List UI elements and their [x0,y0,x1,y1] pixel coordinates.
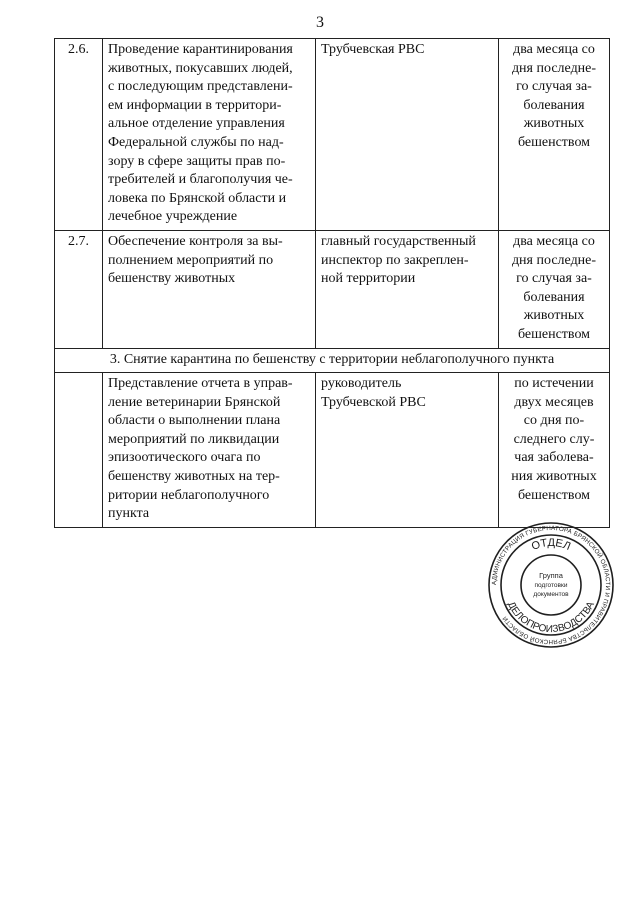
text-line: два месяца со [513,42,595,57]
text-line: полнением мероприятий по [108,252,274,268]
stamp-ring-top-text: ОТДЕЛ [529,536,573,553]
row-number-cell [55,373,103,528]
table-row [55,373,610,528]
text-line: ловека по Брянской области и [108,190,287,206]
text-line: с последующим представлени- [108,79,293,95]
text-line: го случая за- [516,79,592,95]
quarantine-plan-table [54,38,610,528]
text-line: два месяца со [513,233,595,249]
text-line: Представление отчета в управ- [108,376,293,392]
text-line: главный государственный [321,233,476,249]
text-line: пункта [108,506,150,522]
stamp-outer-text: АДМИНИСТРАЦИЯ ГУБЕРНАТОРА БРЯНСКОЙ ОБЛАСТИ И ПРАВИТЕЛЬСТВА БРЯНСКОЙ ОБЛАСТИ [490,524,612,646]
text-line: области о выполнении плана [108,413,281,429]
text-line: двух месяцев [514,394,594,410]
action-cell [103,39,316,231]
text-line: Трубчевской РВС [321,394,426,410]
text-line: чая заболева- [514,450,594,466]
term-cell [499,230,610,348]
text-line: бешенством [517,326,591,342]
text-line: Федеральной службы по над- [108,134,284,150]
responsible-cell [316,39,499,231]
text-line: ем информации в территори- [108,97,282,113]
table-row [55,230,610,348]
section-title: 3. Снятие карантина по бешенству с территории неблагополучного пункта [55,348,610,373]
text-line: следнего слу- [513,431,595,447]
text-line: ния животных [511,469,597,485]
table-row [55,39,610,231]
text-line: животных [523,116,585,132]
text-line: лечебное учреждение [108,209,238,225]
row-number-cell: 2.6. [55,39,103,231]
action-cell [103,373,316,528]
text-line: го случая за- [516,271,592,287]
responsible-cell [316,373,499,528]
stamp-center-line: документов [533,591,569,598]
text-line: дня последне- [511,252,597,268]
row-number-cell: 2.7. [55,230,103,348]
term-cell [499,39,610,231]
text-line: бешенством [517,134,591,150]
text-line: Обеспечение контроля за вы- [108,233,283,249]
page-number: 3 [316,14,324,31]
text-line: бешенству животных на тер- [108,469,280,485]
text-line: Трубчевская РВС [321,42,425,57]
text-line: требителей и благополучия че- [108,172,293,188]
text-line: дня последне- [511,60,597,76]
text-line: альное отделение управления [108,116,285,132]
text-line: руководитель [321,376,402,392]
text-line: со дня по- [523,413,585,429]
text-line: эпизоотического очага по [108,450,261,466]
text-line: мероприятий по ликвидации [108,431,280,447]
section-header-row [55,348,610,373]
text-line: бешенству животных [108,271,236,287]
text-line: Проведение карантинирования [108,42,293,57]
term-cell [499,373,610,528]
stamp-center-line: подготовки [534,582,568,589]
text-line: животных, покусавших людей, [108,60,293,76]
stamp-ring-bottom-text: ДЕЛОПРОИЗВОДСТВА [505,599,597,636]
text-line: ление ветеринарии Брянской [108,394,281,410]
text-line: бешенством [517,487,591,503]
action-cell [103,230,316,348]
text-line: болевания [523,97,585,113]
text-line: болевания [523,289,585,305]
text-line: по истечении [514,376,594,392]
text-line: животных [523,308,585,324]
text-line: инспектор по закреплен- [321,252,469,268]
responsible-cell [316,230,499,348]
office-stamp [486,520,616,650]
stamp-center-line: Группа [539,571,563,580]
text-line: ритории неблагополучного [108,487,270,503]
text-line: ной территории [321,271,416,287]
text-line: зору в сфере защиты прав по- [108,153,286,169]
